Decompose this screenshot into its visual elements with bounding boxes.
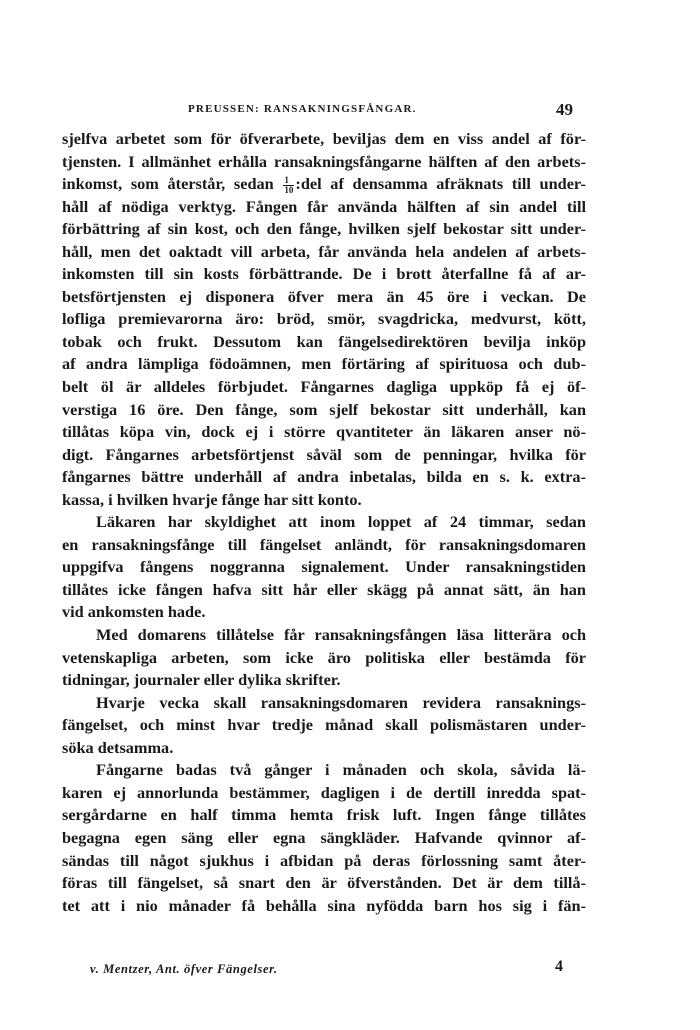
text-line: en ransakningsfånge till fängelset anländt, för ransakningsdomaren [62,534,586,554]
running-head [0,100,700,120]
text-line: sjelfva arbetet som för öfverarbete, beviljas dem en viss andel af för- [62,129,586,148]
text-line: digt. Fångarnes arbetsförtjenst såväl som de penningar, hvilka för [62,444,586,464]
text-line: verstiga 16 öre. Den fånge, som sjelf bekostar sitt underhåll, kan [62,399,586,419]
text-line: håll af nödiga verktyg. Fången får använda hälften af sin andel till [62,196,586,216]
text-line: förbättring af sin kost, och den fånge, hvilken sjelf bekostar sitt under- [62,219,586,239]
page-footer [0,958,700,982]
text-line: tjensten. I allmänhet erhålla ransakningsfångarne hälften af den arbets- [62,151,586,171]
text-segment: inkomst, som återstår, sedan [62,174,274,194]
fraction-one-tenth [283,176,294,195]
text-line: uppgifva fångens noggranna signalement. Under ransakningstiden [62,557,586,577]
text-line: håll, men det oaktadt vill arbeta, får använda hela andelen af arbets- [62,241,586,261]
text-line: tobak och frukt. Dessutom kan fängelsedirektören bevilja inköp [62,331,586,351]
text-line: föras till fängelset, så snart den är öfverstånden. Det är dem tillå- [62,873,586,893]
page-number: 49 [556,100,573,119]
text-line: sergårdarne en half timma hemta frisk luft. Ingen fånge tillåtes [62,805,586,825]
text-line: kassa, i hvilken hvarje fånge har sitt konto. [62,489,362,509]
fraction-numerator: 1 [283,176,294,186]
text-line: Med domarens tillåtelse får ransakningsfången läsa litterära och [96,625,586,645]
text-line: inkomsten till sin kosts förbättrande. De i brott återfallne få af ar- [62,264,586,284]
text-line: begagna egen säng eller egna sängkläder. Hafvande qvinnor af- [62,827,586,847]
text-line: fängelset, och minst hvar tredje månad skall polismästaren under- [62,715,586,735]
text-line: fångarnes bättre underhåll af andra inbetalas, bilda en s. k. extra- [62,467,586,487]
signature-mark: 4 [555,958,563,975]
text-line: Hvarje vecka skall ransakningsdomaren revidera ransaknings- [96,692,586,712]
text-line: tet att i nio månader få behålla sina nyfödda barn hos sig i fän- [62,895,586,915]
text-line: af andra lämpliga födoämnen, men förtäring af spirituosa och dub- [62,354,586,374]
text-line: betsförtjensten ej disponera öfver mera än 45 öre i veckan. De [62,286,586,306]
fraction-denominator: 10 [284,184,294,195]
text-line: söka detsamma. [62,737,174,757]
text-line: Läkaren har skyldighet att inom loppet af 24 timmar, sedan [96,512,586,532]
text-line: tidningar, journaler eller dylika skrifter. [62,670,341,690]
text-line: vetenskapliga arbeten, som icke äro politiska eller bestämda för [62,647,586,667]
running-title: PREUSSEN: RANSAKNINGSFÅNGAR. [188,103,417,115]
text-segment: :del af densamma afräknats till under- [295,174,586,194]
footer-source: v. Mentzer, Ant. öfver Fängelser. [90,962,278,976]
text-line: vid ankomsten hade. [62,602,206,622]
text-line: belt öl är alldeles förbjudet. Fångarnes dagliga uppköp få ej öf- [62,377,586,397]
text-line: Fångarne badas två gånger i månaden och skola, såvida lä- [96,760,586,780]
text-line-with-fraction [62,173,586,196]
text-line: karen ej annorlunda bestämmer, dagligen i de dertill inredda spat- [62,782,586,802]
text-line: tillåtas köpa vin, dock ej i större qvantiteter än läkaren anser nö- [62,422,586,442]
text-line: tillåtes icke fången hafva sitt hår eller skägg på annat sätt, än han [62,579,586,599]
text-line: sändas till något sjukhus i afbidan på deras förlossning samt åter- [62,850,586,870]
text-line: lofliga premievarorna äro: bröd, smör, svagdricka, medvurst, kött, [62,309,586,329]
body-text [62,128,586,917]
